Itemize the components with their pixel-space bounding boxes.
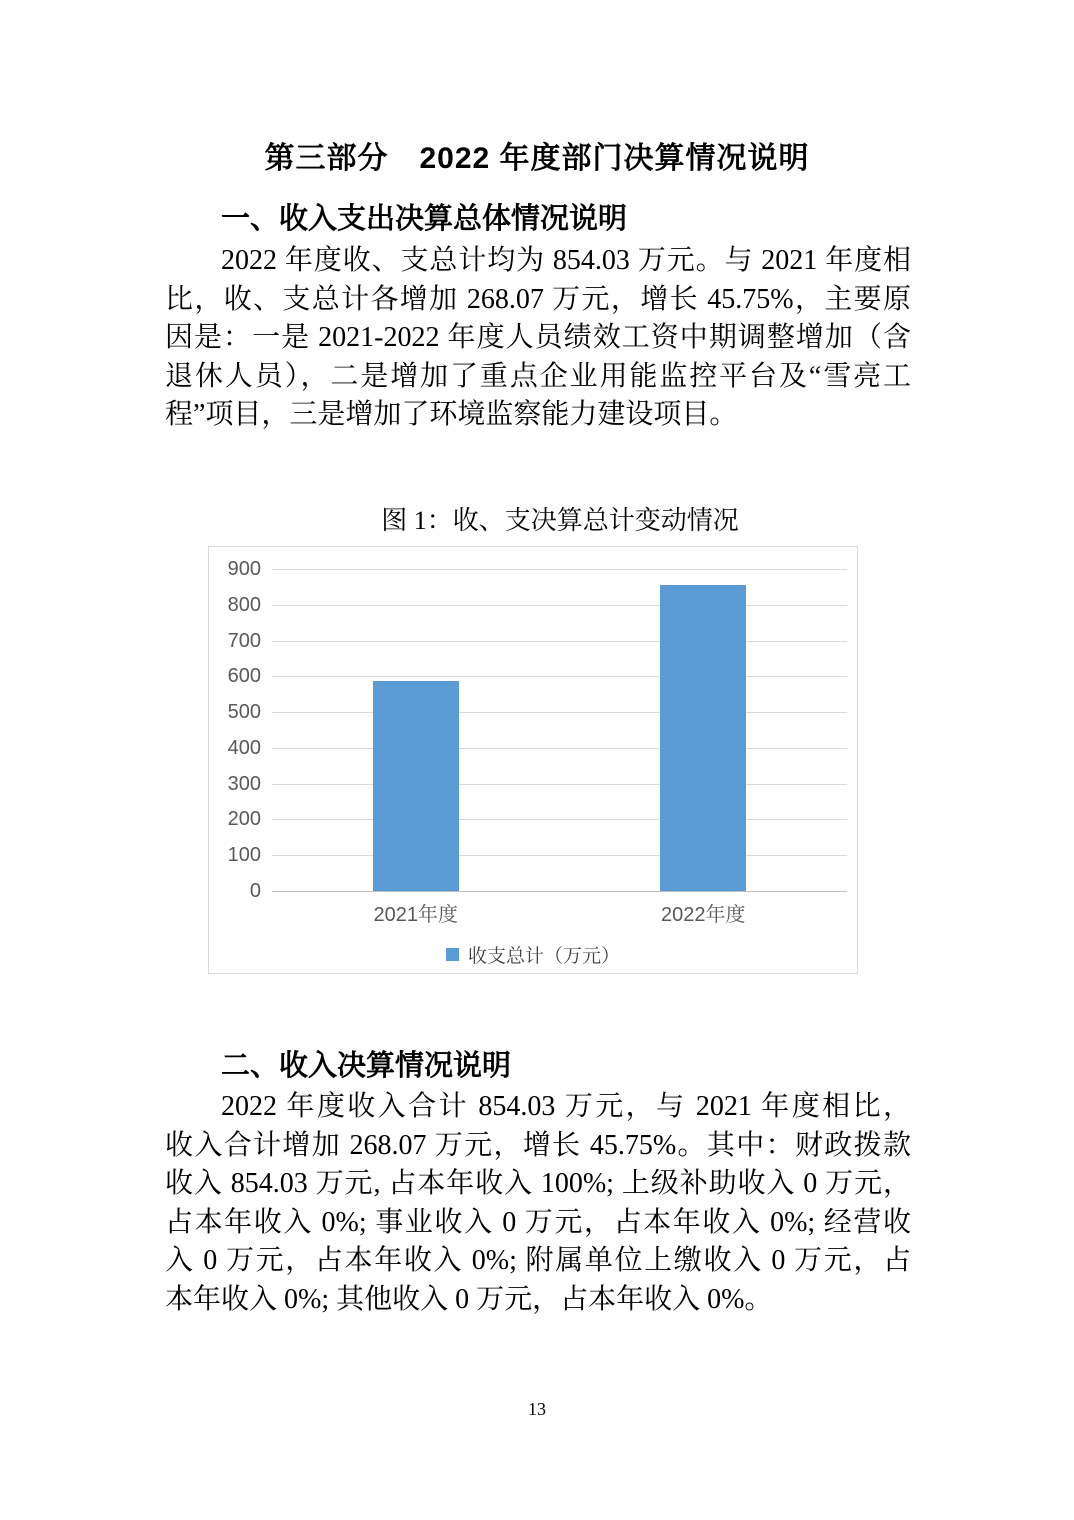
text-line: 2022 年度收、支总计均为 854.03 万元。与 2021 年度相 bbox=[221, 245, 911, 276]
text-line: 2022 年度收入合计 854.03 万元，与 2021 年度相比， bbox=[221, 1091, 911, 1122]
y-gridline bbox=[272, 819, 847, 820]
chart-bar-2021年度 bbox=[373, 681, 459, 891]
y-gridline bbox=[272, 676, 847, 677]
y-axis-tick-label: 500 bbox=[227, 701, 261, 724]
text-line: 退休人员），二是增加了重点企业用能监控平台及“雪亮工 bbox=[165, 360, 911, 392]
text-line: 收入 854.03 万元, 占本年收入 100%; 上级补助收入 0 万元， bbox=[165, 1168, 911, 1200]
section-two-heading: 二、收入决算情况说明 bbox=[221, 1050, 512, 1082]
text-line: 比，收、支总计各增加 268.07 万元，增长 45.75%，主要原 bbox=[165, 283, 911, 315]
page-number: 13 bbox=[528, 1399, 546, 1419]
page-title: 第三部分 2022 年度部门决算情况说明 bbox=[264, 142, 810, 175]
x-axis-tick-label: 2021年度 bbox=[373, 904, 458, 926]
y-axis-tick-label: 700 bbox=[227, 629, 261, 652]
text-line: 占本年收入 0%; 事业收入 0 万元，占本年收入 0%; 经营收 bbox=[165, 1206, 911, 1238]
y-axis-tick-label: 100 bbox=[227, 844, 261, 867]
y-gridline bbox=[272, 784, 847, 785]
section-one-heading: 一、收入支出决算总体情况说明 bbox=[221, 203, 628, 235]
y-gridline bbox=[272, 641, 847, 642]
y-axis-tick-label: 200 bbox=[227, 808, 261, 831]
chart-legend bbox=[209, 941, 857, 968]
text-line: 收入合计增加 268.07 万元，增长 45.75%。其中：财政拨款 bbox=[165, 1129, 911, 1161]
text-line: 入 0 万元，占本年收入 0%; 附属单位上缴收入 0 万元，占 bbox=[165, 1245, 911, 1277]
section-one-paragraph bbox=[165, 242, 911, 435]
figure-caption: 图 1：收、支决算总计变动情况 bbox=[381, 506, 739, 535]
y-gridline bbox=[272, 891, 847, 892]
y-gridline bbox=[272, 605, 847, 606]
y-axis-tick-label: 900 bbox=[227, 558, 261, 580]
chart-bar-2022年度 bbox=[660, 585, 746, 891]
legend-label: 收支总计（万元） bbox=[467, 946, 620, 967]
y-axis-tick-label: 0 bbox=[249, 880, 261, 902]
text-line: 程”项目，三是增加了环境监察能力建设项目。 bbox=[165, 399, 738, 431]
bar-chart bbox=[208, 546, 858, 974]
y-axis-tick-label: 800 bbox=[227, 593, 261, 616]
text-line: 本年收入 0%; 其他收入 0 万元，占本年收入 0%。 bbox=[165, 1283, 773, 1315]
text-line: 因是：一是 2021-2022 年度人员绩效工资中期调整增加（含 bbox=[165, 322, 911, 354]
y-gridline bbox=[272, 855, 847, 856]
y-axis-tick-label: 300 bbox=[227, 772, 261, 795]
section-two-paragraph bbox=[165, 1088, 911, 1320]
x-axis-tick-label: 2022年度 bbox=[661, 904, 746, 926]
y-gridline bbox=[272, 748, 847, 749]
y-gridline bbox=[272, 569, 847, 570]
legend-marker-icon bbox=[446, 948, 459, 961]
y-gridline bbox=[272, 712, 847, 713]
y-axis-tick-label: 400 bbox=[227, 736, 261, 759]
y-axis-tick-label: 600 bbox=[227, 665, 261, 688]
